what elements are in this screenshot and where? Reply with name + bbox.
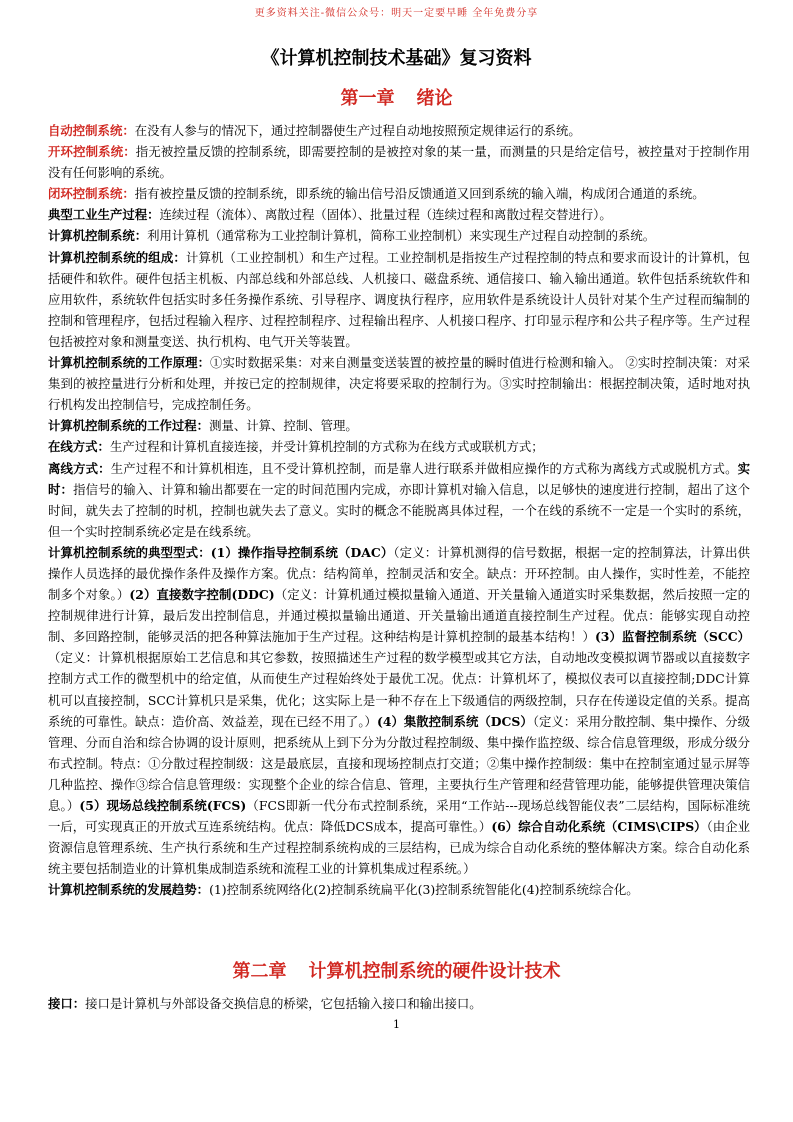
term: 计算机控制系统： [48, 228, 148, 244]
subtype-text: （由企业资源信息管理系统、生产执行系统和生产过程控制系统构成的三层结构，已成为综合自动化系统的整体解决方案。综合自动化系统主要包括制造业的计算机集成制造系统和流程工业的计算机集成过程系统。） [48, 819, 750, 877]
paragraph [48, 204, 750, 225]
chapter-2-number: 第二章 [232, 961, 287, 982]
paragraph [48, 415, 750, 436]
definition: (1)控制系统网络化(2)控制系统扁平化(3)控制系统智能化(4)控制系统综合化。 [209, 882, 639, 898]
term: 接口： [48, 996, 86, 1011]
term: 典型工业生产过程： [48, 207, 160, 223]
paragraph [48, 120, 750, 141]
term: 计算机控制系统的典型型式： [48, 544, 211, 560]
subtype-title: (4）集散控制系统（DCS） [376, 713, 533, 729]
paragraph [48, 141, 750, 183]
term: 实时： [48, 460, 751, 497]
paragraph [48, 542, 750, 880]
paragraph [48, 436, 750, 457]
term: 闭环控制系统： [48, 186, 135, 202]
definition: 接口是计算机与外部设备交换信息的桥梁，它包括输入接口和输出接口。 [85, 996, 482, 1011]
term: 计算机控制系统的工作原理： [48, 355, 211, 371]
definition: 指有被控量反馈的控制系统，即系统的输出信号沿反馈通道又回到系统的输入端，构成闭合通道的系统。 [134, 186, 705, 202]
definition: 在没有人参与的情况下，通过控制器使生产过程自动地按照预定规律运行的系统。 [134, 123, 581, 138]
subtype-title: (1）操作指导控制系统（DAC） [210, 544, 394, 560]
subtype-title: (6）综合自动化系统（CIMS\CIPS） [491, 819, 707, 835]
definition: 连续过程（流体）、离散过程（固体）、批量过程（连续过程和离散过程交替进行）。 [159, 207, 612, 223]
paragraph [48, 879, 750, 900]
subtype-text: （定义：计算机根据原始工艺信息和其它参数，按照描述生产过程的数学模型或其它方法，自动地改变模拟调节器或以直接数字控制方式工作的微型机中的给定值，从而使生产过程始终处于最优工况。优点：计算机坏了，模拟仪表可以直接控制;DDC计算机可以直接控制，SCC计算机只是采集，优化；这实际上是一种不存在上下级通信的两级控制，只存在传递设定值的关系。提高系统的可靠性。缺点：造价高、效益差，现在已经不用了。） [48, 650, 750, 729]
paragraph [48, 352, 750, 415]
term: 在线方式： [48, 439, 110, 455]
watermark: 更多资料关注-微信公众号：明天一定要早睡 全年免费分享 [254, 8, 539, 19]
definition: 利用计算机（通常称为工业控制计算机，简称工业控制机）来实现生产过程自动控制的系统。 [147, 228, 656, 244]
chapter-2-body [48, 993, 750, 1014]
term: 计算机控制系统的组成： [48, 249, 186, 265]
subtype-text: （FCS即新一代分布式控制系统，采用“工作站---现场总线智能仪表”二层结构，国际标准统一后，可实现真正的开放式互连系统结构。优点：降低DCS成本，提高可靠性。） [48, 798, 750, 835]
chapter-1-number: 第一章 [340, 88, 395, 109]
paragraph [48, 458, 750, 542]
paragraph [48, 225, 750, 246]
definition: 计算机（工业控制机）和生产过程。工业控制机是指按生产过程控制的特点和要求而设计的计算机，包括硬件和软件。硬件包括主机板、内部总线和外部总线、人机接口、磁盘系统、通信接口、输入输出通道。软件包括系统软件和应用软件，系统软件包括实时多任务操作系统、引导程序、调度执行程序，应用软件是系统设计人员针对某个生产过程而编制的控制和管理程序，包括过程输入程序、过程控制程序、过程输出程序、人机接口程序、打印显示程序和公共子程序等。生产过程包括被控对象和测量变送、执行机构、电气开关等装置。 [48, 249, 750, 349]
chapter-2-heading [0, 957, 793, 983]
chapter-1-body [48, 120, 750, 900]
paragraph [48, 247, 750, 352]
definition: ①实时数据采集：对来自测量变送装置的被控量的瞬时值进行检测和输入。 ②实时控制决策：对采集到的被控量进行分析和处理，并按已定的控制规律，决定将要采取的控制行为。③实时控制输出：根据控制决策，适时地对执行机构发出控制信号，完成控制任务。 [48, 355, 750, 413]
subtype-title: (2）直接数字控制(DDC) [129, 587, 275, 603]
term: 自动控制系统： [48, 123, 135, 138]
term: 离线方式： [48, 460, 111, 476]
term: 开环控制系统： [48, 144, 136, 160]
definition: 指无被控量反馈的控制系统，即需要控制的是被控对象的某一量，而测量的只是给定信号，被控量对于控制作用没有任何影响的系统。 [48, 144, 751, 181]
chapter-2-name: 计算机控制系统的硬件设计技术 [308, 961, 561, 982]
definition: 生产过程不和计算机相连，且不受计算机控制，而是靠人进行联系并做相应操作的方式称为离线方式或脱机方式。 [110, 460, 738, 476]
term: 计算机控制系统的发展趋势： [48, 882, 210, 898]
subtype-text: （定义：计算机通过模拟量输入通道、开关量输入通道实时采集数据，然后按照一定的控制规律进行计算，最后发出控制信息，并通过模拟量输出通道、开关量输出通道直接控制生产过程。优点：能够实现自动控制、多回路控制，能够灵活的把各种算法施加于生产过程。这种结构是计算机控制的最基本结构！） [48, 587, 750, 645]
definition: 生产过程和计算机直接连接，并受计算机控制的方式称为在线方式或联机方式； [109, 439, 544, 455]
subtype-text: （定义：采用分散控制、集中操作、分级管理、分而自治和综合协调的设计原则，把系统从上到下分为分散过程控制级、集中操作监控级、综合信息管理级，形成分级分布式控制。特点：①分散过程控制级：这是最底层，直接和现场控制点打交道；②集中操作控制级：集中在控制室通过显示屏等几种监控、操作③综合信息管理级：实现整个企业的综合信息、管理，主要执行生产管理和经营管理功能，能够提供管理决策信息。） [48, 713, 750, 813]
definition: 指信号的输入、计算和输出都要在一定的时间范围内完成，亦即计算机对输入信息，以足够快的速度进行控制，超出了这个时间，就失去了控制的时机，控制也就失去了意义。实时的概念不能脱离具体过程，一个在线的系统不一定是一个实时的系统，但一个实时控制系统必定是在线系统。 [48, 481, 751, 539]
definition: 测量、计算、控制、管理。 [209, 418, 358, 434]
paragraph [48, 183, 750, 204]
chapter-1-heading [0, 84, 793, 110]
page-number: 1 [393, 1018, 400, 1031]
page-title: 《计算机控制技术基础》复习资料 [261, 48, 532, 69]
subtype-title: (5）现场总线控制系统(FCS) [79, 798, 247, 813]
subtype-text: （定义：计算机测得的信号数据，根据一定的控制算法，计算出供操作人员选择的最优操作条件及操作方案。优点：结构简单，控制灵活和安全。缺点：开环控制。由人操作，实时性差，不能控制多个对象。） [48, 544, 750, 603]
term: 计算机控制系统的工作过程： [48, 418, 210, 434]
paragraph [48, 993, 750, 1014]
chapter-1-name: 绪论 [416, 88, 453, 109]
subtype-title: (3）监督控制系统（SCC） [594, 629, 751, 645]
